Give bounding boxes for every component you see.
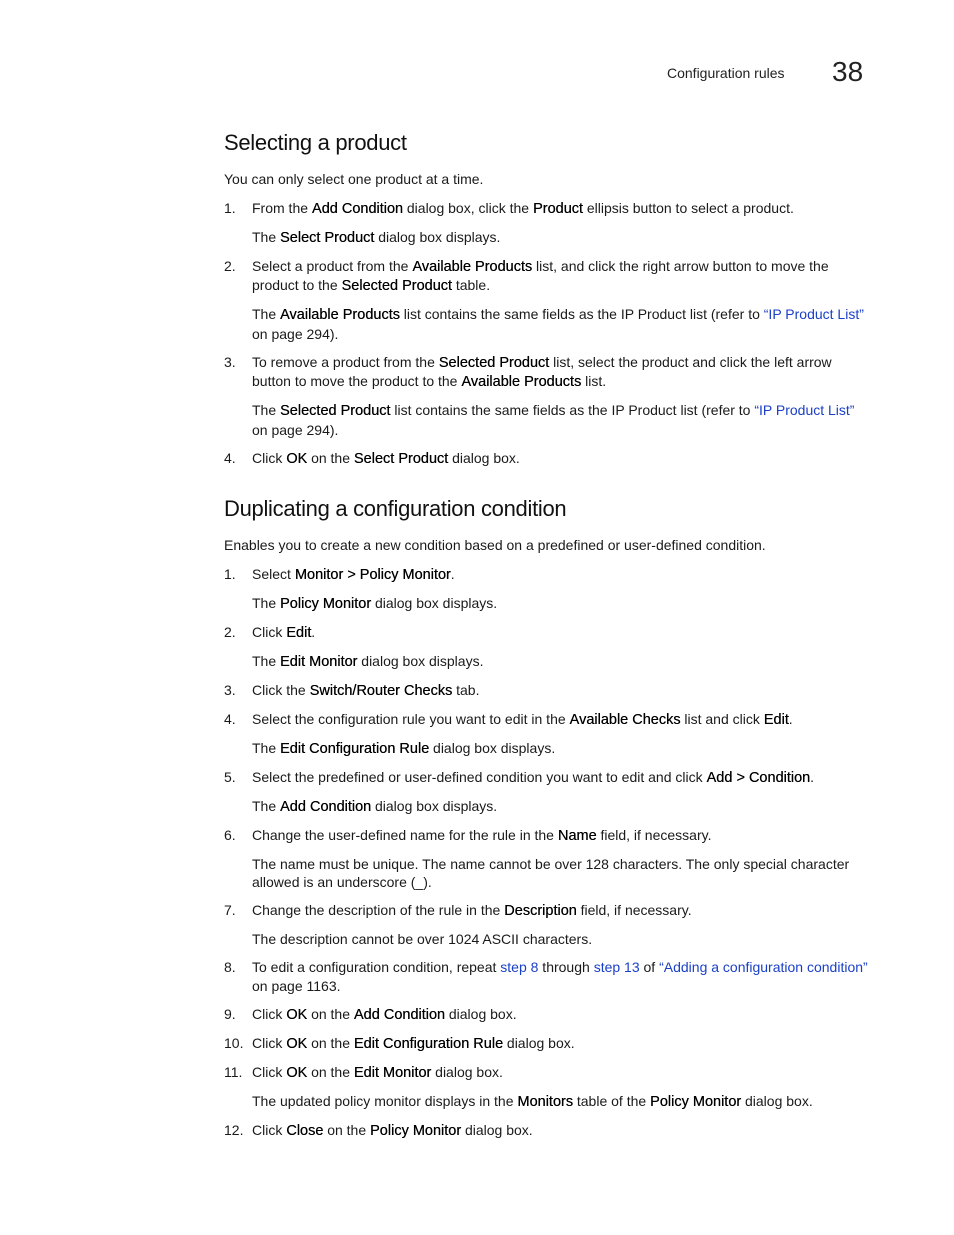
step-text: dialog box.	[503, 1034, 575, 1051]
step-text: on the	[307, 1034, 354, 1051]
note-text: on page 294).	[252, 325, 339, 342]
step-text: .	[450, 565, 455, 582]
step-note	[252, 594, 869, 614]
step-number: 6.	[224, 826, 236, 843]
step-number: 5.	[224, 768, 236, 785]
step-text: Click	[252, 449, 287, 466]
ui-term: OK	[286, 1064, 308, 1081]
step-number: 12.	[224, 1121, 244, 1138]
note-text: The	[252, 739, 281, 756]
step-text: .	[311, 623, 316, 640]
note-text: The	[252, 402, 281, 418]
step-text: of	[639, 959, 660, 975]
step-item	[224, 1063, 869, 1112]
step-item	[224, 826, 869, 892]
ui-term: Edit Monitor	[280, 653, 358, 670]
step-text: dialog box.	[444, 1005, 517, 1022]
step-text: table.	[451, 277, 491, 293]
ui-term: Edit Monitor	[353, 1064, 432, 1081]
step-note	[252, 401, 869, 439]
xref-link-ip-product-list[interactable]: “IP Product List”	[763, 306, 864, 322]
step-text: list, and click the right arrow button to move the product to the	[252, 257, 829, 293]
note-text: The	[252, 306, 281, 322]
step-text: Change the description of the rule in the	[252, 902, 505, 918]
step-note: The name must be unique. The name cannot be over 128 characters. The only special character allowed is an underscore (_).	[252, 855, 850, 890]
step-item	[224, 257, 869, 344]
section-intro: Enables you to create a new condition based on a predefined or user-defined condition.	[224, 537, 766, 553]
ui-term: Name	[557, 827, 597, 844]
step-item	[224, 681, 869, 701]
step-text: Select the predefined or user-defined condition you want to edit and click	[252, 768, 707, 785]
step-item	[224, 1005, 869, 1025]
step-text: Select a product from the	[252, 257, 413, 274]
step-note	[252, 797, 869, 817]
ui-term: Available Checks	[569, 711, 681, 728]
step-text: Click the	[252, 681, 310, 698]
ui-term: OK	[286, 1006, 308, 1023]
step-text: Click	[252, 1034, 287, 1051]
note-text: The updated policy monitor displays in the	[252, 1092, 518, 1109]
step-item	[224, 623, 869, 672]
step-number: 4.	[224, 710, 236, 727]
note-text: The	[252, 228, 281, 245]
step-text: dialog box.	[431, 1063, 503, 1080]
step-text: ellipsis button to select a product.	[582, 199, 794, 216]
ui-term: Add > Condition	[706, 769, 811, 786]
step-text: on the	[307, 1005, 354, 1022]
section-intro: You can only select one product at a time.	[224, 171, 484, 187]
ui-term: Available Products	[461, 374, 582, 390]
step-text: list, select the product and click the left arrow button to move the product to the	[252, 353, 832, 389]
step-item	[224, 565, 869, 614]
ui-term: OK	[286, 450, 308, 467]
step-text: To remove a product from the	[252, 353, 439, 370]
note-text: dialog box.	[741, 1092, 813, 1109]
xref-link-step-8[interactable]: step 8	[500, 959, 539, 975]
ui-term: Selected Product	[280, 403, 391, 419]
step-number: 2.	[224, 623, 236, 640]
step-text: From the	[252, 199, 312, 216]
step-number: 3.	[224, 353, 236, 370]
ui-term: Edit	[286, 624, 312, 641]
step-text: field, if necessary.	[596, 826, 712, 843]
step-number: 9.	[224, 1005, 236, 1022]
step-text: Click	[252, 1063, 287, 1080]
chapter-number: 38	[832, 56, 864, 87]
note-text: dialog box displays.	[357, 652, 484, 669]
note-text: dialog box displays.	[374, 228, 501, 245]
step-note	[252, 1092, 869, 1112]
step-item	[224, 1034, 869, 1054]
step-text: on the	[307, 1063, 354, 1080]
step-number: 7.	[224, 902, 236, 918]
ui-term: Edit	[763, 711, 789, 728]
ui-term: Edit Configuration Rule	[353, 1035, 504, 1052]
ui-term: Edit Configuration Rule	[280, 740, 430, 757]
note-text: The	[252, 594, 281, 611]
note-text: list contains the same fields as the IP Product list (refer to	[390, 402, 755, 418]
step-note	[252, 739, 869, 759]
note-text: dialog box displays.	[371, 797, 498, 814]
ui-term: Add Condition	[311, 200, 403, 217]
ui-term: Policy Monitor	[370, 1122, 462, 1139]
step-number: 10.	[224, 1034, 244, 1051]
step-text: Select	[252, 565, 295, 582]
section-heading-selecting-product: Selecting a product	[224, 130, 407, 155]
xref-link-step-13[interactable]: step 13	[593, 959, 640, 975]
page-content	[224, 130, 869, 1150]
note-text: on page 294).	[252, 421, 339, 438]
step-text: Click	[252, 1121, 287, 1138]
step-text: list.	[581, 373, 607, 389]
step-note	[252, 305, 869, 343]
step-text: dialog box.	[461, 1121, 533, 1138]
ui-term: Monitors	[517, 1093, 573, 1110]
step-text: list and click	[680, 710, 764, 727]
step-text: To edit a configuration condition, repeat	[252, 959, 501, 975]
step-item	[224, 1121, 869, 1141]
running-header: Configuration rules	[667, 65, 785, 81]
step-item	[224, 768, 869, 817]
step-item	[224, 449, 869, 469]
ui-term: Product	[532, 200, 583, 217]
step-item	[224, 901, 869, 949]
step-text: Click	[252, 623, 287, 640]
step-text: Change the user-defined name for the rule in the	[252, 826, 558, 843]
step-text: on page 1163.	[252, 977, 341, 994]
page-header	[0, 56, 954, 96]
step-item	[224, 958, 869, 995]
note-text: list contains the same fields as the IP Product list (refer to	[399, 306, 764, 322]
step-text: field, if necessary.	[576, 902, 692, 918]
ui-term: Switch/Router Checks	[309, 682, 453, 699]
xref-link-ip-product-list[interactable]: “IP Product List”	[754, 402, 855, 418]
note-text: The	[252, 797, 281, 814]
step-text: Click	[252, 1005, 287, 1022]
step-number: 3.	[224, 681, 236, 698]
step-text: through	[538, 959, 594, 975]
ui-term: OK	[286, 1035, 308, 1052]
step-number: 11.	[224, 1063, 243, 1080]
step-text: dialog box.	[448, 449, 520, 466]
step-list	[224, 199, 869, 469]
note-text: The	[252, 652, 281, 669]
ui-term: Select Product	[280, 229, 375, 246]
step-note	[252, 228, 869, 248]
ui-term: Available Products	[412, 258, 533, 275]
step-text: .	[788, 710, 793, 727]
ui-term: Selected Product	[341, 278, 452, 294]
ui-term: Monitor > Policy Monitor	[294, 566, 451, 583]
step-item	[224, 710, 869, 759]
step-number: 8.	[224, 959, 236, 975]
step-text: on the	[307, 449, 354, 466]
ui-term: Selected Product	[438, 354, 550, 371]
section-heading-duplicating-condition: Duplicating a configuration condition	[224, 496, 567, 521]
step-item	[224, 353, 869, 440]
step-text: dialog box, click the	[403, 199, 533, 216]
ui-term: Close	[286, 1122, 324, 1139]
ui-term: Policy Monitor	[650, 1093, 742, 1110]
section-duplicating-condition	[224, 496, 869, 1140]
ui-term: Add Condition	[280, 798, 372, 815]
step-text: Select the configuration rule you want to edit in the	[252, 710, 570, 727]
step-number: 2.	[224, 257, 236, 274]
ui-term: Description	[504, 903, 577, 919]
step-note: The description cannot be over 1024 ASCII characters.	[252, 931, 593, 947]
step-list	[224, 565, 869, 1141]
step-text: on the	[323, 1121, 371, 1138]
ui-term: Select Product	[353, 450, 449, 467]
note-text: dialog box displays.	[429, 739, 556, 756]
step-number: 1.	[224, 199, 236, 216]
step-text: .	[810, 768, 814, 785]
step-number: 1.	[224, 565, 236, 582]
xref-link-adding-configuration-condition[interactable]: “Adding a configuration condition”	[659, 959, 868, 975]
ui-term: Available Products	[280, 307, 400, 323]
step-note	[252, 652, 869, 672]
ui-term: Policy Monitor	[280, 595, 372, 612]
ui-term: Add Condition	[353, 1006, 445, 1023]
note-text: dialog box displays.	[371, 594, 498, 611]
step-item	[224, 199, 869, 248]
note-text: table of the	[572, 1092, 651, 1109]
step-text: tab.	[452, 681, 480, 698]
step-number: 4.	[224, 449, 236, 466]
